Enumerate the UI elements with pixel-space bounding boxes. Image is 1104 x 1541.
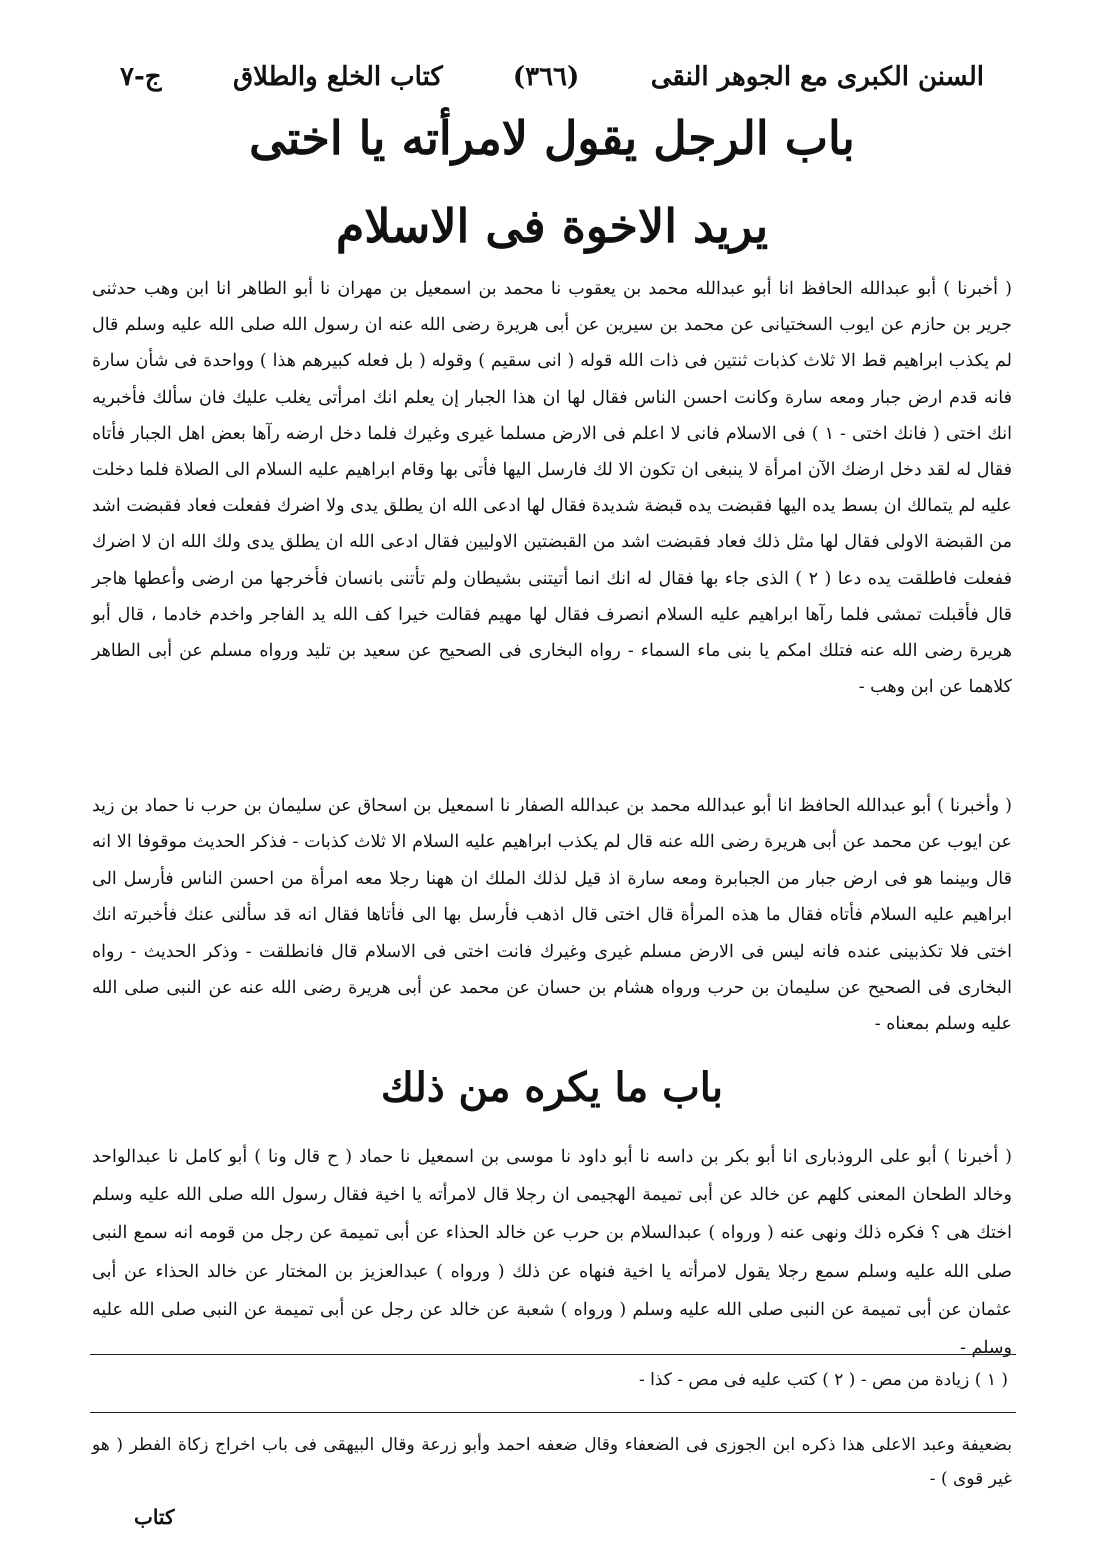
- chapter-title-2: باب ما يكره من ذلك: [380, 1064, 724, 1111]
- body-paragraph-2: ( وأخبرنا ) أبو عبدالله الحافظ انا أبو عبدالله محمد بن عبدالله الصفار نا اسمعيل بن اسحاق عن سليمان بن حرب نا حماد بن زيد عن ايوب عن محمد عن أبى هريرة رضى الله عنه قال لم يكذب ابراهيم عليه السلام الا ثلاث كذبات - فذكر الحديث موقوفا الا انه قال وبينما هو فى ارض جبار من الجبابرة ومعه سارة اذ قيل لذلك الملك ان ههنا رجلا معه امرأة من احسن الناس فأرسل الى ابراهيم عليه السلام فأتاه فقال ما هذه المرأة قال اختى قال اذهب فأرسل بها الى فأتاها فقال انه قد سألنى عنك فأخبرته انك اختى فلا تكذبينى عنده فانه ليس فى الارض مسلم غيرى وغيرك فانت اختى فى الاسلام قال فانطلقت - وذكر الحديث - رواه البخارى فى الصحيح عن سليمان بن حرب ورواه هشام بن حسان عن محمد عن أبى هريرة رضى الله عنه عن النبى صلى الله عليه وسلم بمعناه -: [92, 796, 1012, 1035]
- chapter-title-line2: يريد الاخوة فى الاسلام: [335, 199, 769, 253]
- header-book-title: كتاب الخلع والطلاق: [232, 62, 443, 92]
- header-source-title: السنن الكبرى مع الجوهر النقى: [650, 62, 984, 92]
- annotation-divider: [90, 1412, 1016, 1413]
- page-number: (٣٦٦): [512, 62, 580, 92]
- body-paragraph-3: ( أخبرنا ) أبو على الروذبارى انا أبو بكر بن داسه نا أبو داود نا موسى بن اسمعيل نا حماد ( ح قال ونا ) أبو كامل نا عبدالواحد وخالد الطحان المعنى كلهم عن خالد عن أبى تميمة الهجيمى ان رجلا قال لامرأته يا اخية فقال رسول الله صلى الله عليه وسلم اختك هى ؟ فكره ذلك ونهى عنه ( ورواه ) عبدالسلام بن حرب عن خالد الحذاء عن أبى تميمة عن رجل من قومه انه سمع النبى صلى الله عليه وسلم سمع رجلا يقول لامرأته يا اخية فنهاه عن ذلك ( ورواه ) عبدالعزيز بن المختار عن خالد الحذاء عن أبى عثمان عن أبى تميمة عن النبى صلى الله عليه وسلم ( ورواه ) شعبة عن خالد عن رجل عن أبى تميمة عن النبى صلى الله عليه وسلم -: [92, 1147, 1012, 1359]
- volume-number: ج-٧: [120, 62, 162, 92]
- catchword: كتاب: [134, 1505, 175, 1529]
- body-paragraph-1: ( أخبرنا ) أبو عبدالله الحافظ انا أبو عبدالله محمد بن يعقوب نا محمد بن اسمعيل بن مهران نا أبو الطاهر انا ابن وهب حدثنى جرير بن حازم عن ايوب السختيانى عن محمد بن سيرين عن أبى هريرة رضى الله عنه ان رسول الله صلى الله عليه وسلم قال لم يكذب ابراهيم قط الا ثلاث كذبات ثنتين فى ذات الله قوله ( انى سقيم ) وقوله ( بل فعله كبيرهم هذا ) وواحدة فى شأن سارة فانه قدم ارض جبار ومعه سارة وكانت احسن الناس فقال لها ان هذا الجبار إن يعلم انك امرأتى يغلب عليك فان سألك فأخبريه انك اختى ( فانك اختى - ١ ) فى الاسلام فانى لا اعلم فى الارض مسلما غيرى وغيرك فلما دخل ارضه رآها بعض اهل الجبار فأتاه فقال له لقد دخل ارضك الآن امرأة لا ينبغى ان تكون الا لك فارسل اليها فأتى بها وقام ابراهيم عليه السلام الى الصلاة فلما دخلت عليه لم يتمالك ان بسط يده اليها فقبضت يده قبضة شديدة فقال لها ادعى الله ان يطلق يدى ولا اضرك ففعلت فعاد فقبضت اشد من القبضة الاولى فقال لها مثل ذلك فعاد فقبضت اشد من القبضتين الاوليين فقال ادعى الله ان يطلق يدى ولك الله ان لا اضرك ففعلت فاطلقت يده دعا ( ٢ ) الذى جاء بها فقال له انك انما أتيتنى بشيطان ولم تأتنى بانسان فأخرجها من ارضى وأعطها هاجر قال فأقبلت تمشى فلما رآها ابراهيم عليه السلام انصرف فقال لها مهيم فقالت خيرا كف الله يد الفاجر واخدم خادما ، قال أبو هريرة رضى الله عنه فتلك امكم يا بنى ماء السماء - رواه البخارى فى الصحيح عن سعيد بن تليد ورواه مسلم عن أبى الطاهر كلاهما عن ابن وهب -: [92, 279, 1012, 698]
- chapter-title-line1: باب الرجل يقول لامرأته يا اختى: [249, 111, 855, 165]
- header-center: [233, 62, 579, 92]
- running-header: [120, 52, 984, 102]
- footnotes: ( ١ ) زيادة من مص - ( ٢ ) كتب عليه فى مص - كذا -: [638, 1370, 1008, 1390]
- footnote-divider: [90, 1354, 1016, 1355]
- annotation-text: بضعيفة وعبد الاعلى هذا ذكره ابن الجوزى فى الضعفاء وقال ضعفه احمد وأبو زرعة وقال البيهقى فى باب اخراج زكاة الفطر ( هو غير قوى ) -: [92, 1435, 1012, 1489]
